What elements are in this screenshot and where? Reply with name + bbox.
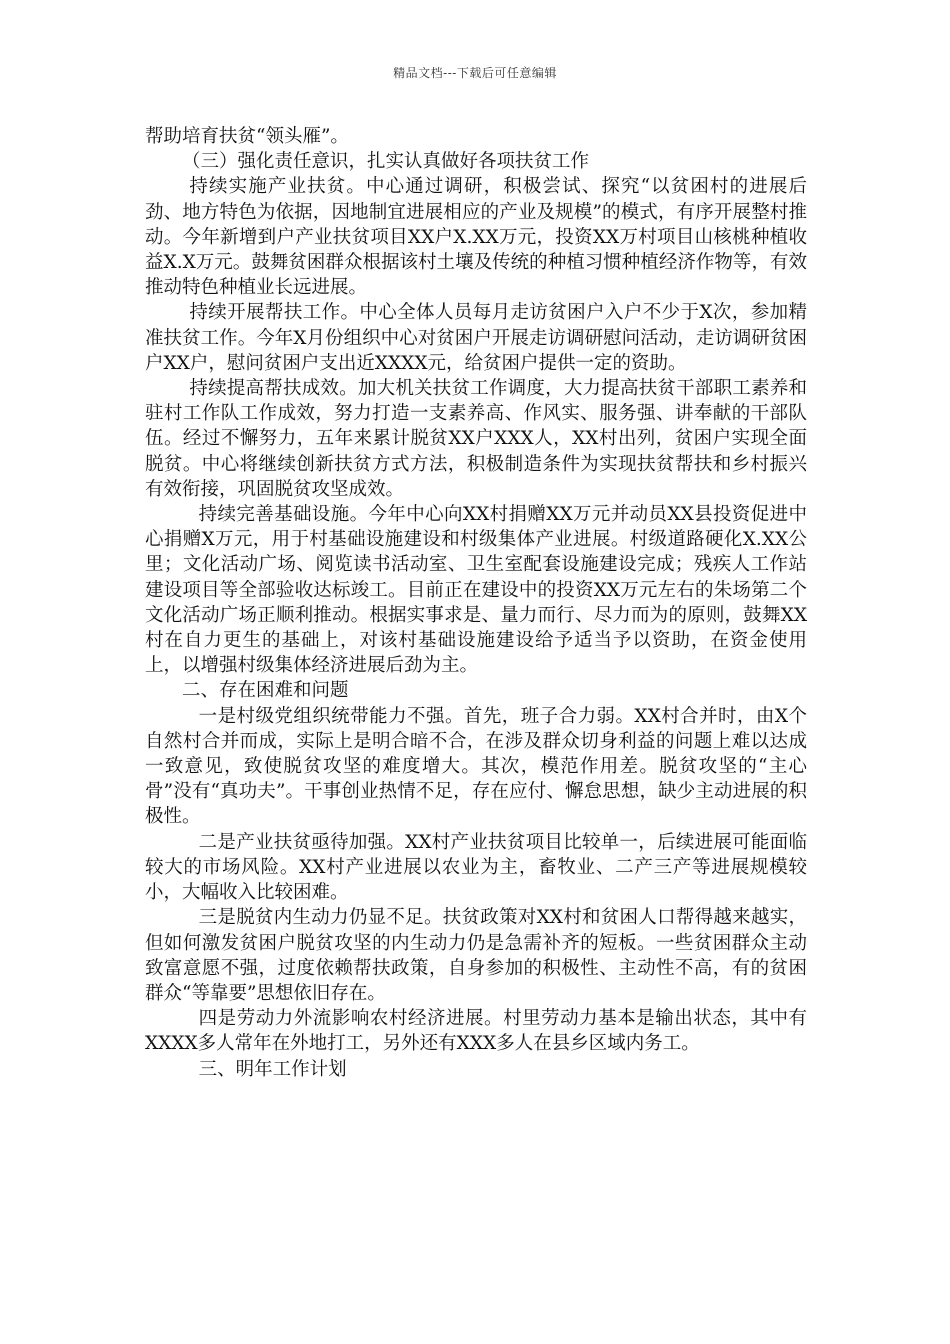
paragraph-problem-4: 四是劳动力外流影响农村经济进展。村里劳动力基本是输出状态，其中有XXXX多人常年在外地打工，另外还有XXX多人在县乡区域内务工。 [145, 1008, 807, 1055]
paragraph-problem-1: 一是村级党组织统带能力不强。首先，班子合力弱。XX村合并时，由X个自然村合并而成，实际上是明合暗不合，在涉及群众切身利益的问题上难以达成一致意见，致使脱贫攻坚的难度增大。其次，模范作用差。脱贫攻坚的“主心骨”没有“真功夫”。干事创业热情不足，存在应付、懈怠思想，缺少主动进展的积极性。 [145, 705, 807, 828]
paragraph-continuation: 帮助培育扶贫“领头雁”。 [145, 126, 349, 147]
paragraph-assistance-work: 持续开展帮扶工作。中心全体人员每月走访贫困户入户不少于X次，参加精准扶贫工作。今年X月份组织中心对贫困户开展走访调研慰问活动，走访调研贫困户XX户，慰问贫困户支出近XXXX元，给贫困户提供一定的资助。 [145, 302, 807, 374]
section-heading-3: （三）强化责任意识，扎实认真做好各项扶贫工作 [182, 151, 590, 173]
page-header: 精品文档---下载后可任意编辑 [393, 66, 557, 80]
paragraph-industry-poverty: 持续实施产业扶贫。中心通过调研，积极尝试、探究“以贫困村的进展后劲、地方特色为依据，因地制宜进展相应的产业及规模”的模式，有序开展整村推动。今年新增到户产业扶贫项目XX户X.XX万元，投资XX万村项目山核桃种植收益X.X万元。鼓舞贫困群众根据该村土壤及传统的种植习惯种植经济作物等，有效推动特色种植业长远进展。 [145, 176, 807, 299]
paragraph-infrastructure: 持续完善基础设施。今年中心向XX村捐赠XX万元并动员XX县投资促进中心捐赠X万元，用于村基础设施建设和村级集体产业进展。村级道路硬化X.XX公里；文化活动广场、阅览读书活动室、卫生室配套设施建设完成；残疾人工作站建设项目等全部验收达标竣工。目前正在建设中的投资XX万元左右的朱场第二个文化活动广场正顺利推动。根据实事求是、量力而行、尽力而为的原则，鼓舞XX村在自力更生的基础上，对该村基础设施建设给予适当予以资助，在资金使用上，以增强村级集体经济进展后劲为主。 [145, 504, 807, 677]
section-heading-next-year-plan: 三、明年工作计划 [198, 1058, 347, 1080]
section-heading-problems: 二、存在困难和问题 [182, 680, 349, 702]
paragraph-assistance-results: 持续提高帮扶成效。加大机关扶贫工作调度，大力提高扶贫干部职工素养和驻村工作队工作成效，努力打造一支素养高、作风实、服务强、讲奉献的干部队伍。经过不懈努力，五年来累计脱贫XX户XXX人，XX村出列，贫困户实现全面脱贫。中心将继续创新扶贫方式方法，积极制造条件为实现扶贫帮扶和乡村振兴有效衔接，巩固脱贫攻坚成效。 [145, 378, 807, 500]
paragraph-problem-3: 三是脱贫内生动力仍显不足。扶贫政策对XX村和贫困人口帮得越来越实，但如何激发贫困户脱贫攻坚的内生动力仍是急需补齐的短板。一些贫困群众主动致富意愿不强，过度依赖帮扶政策，自身参加的积极性、主动性不高，有的贫困群众“等靠要”思想依旧存在。 [145, 907, 807, 1004]
paragraph-problem-2: 二是产业扶贫亟待加强。XX村产业扶贫项目比较单一，后续进展可能面临较大的市场风险。XX村产业进展以农业为主，畜牧业、二产三产等进展规模较小，大幅收入比较困难。 [145, 831, 807, 904]
document-body [145, 124, 807, 1082]
